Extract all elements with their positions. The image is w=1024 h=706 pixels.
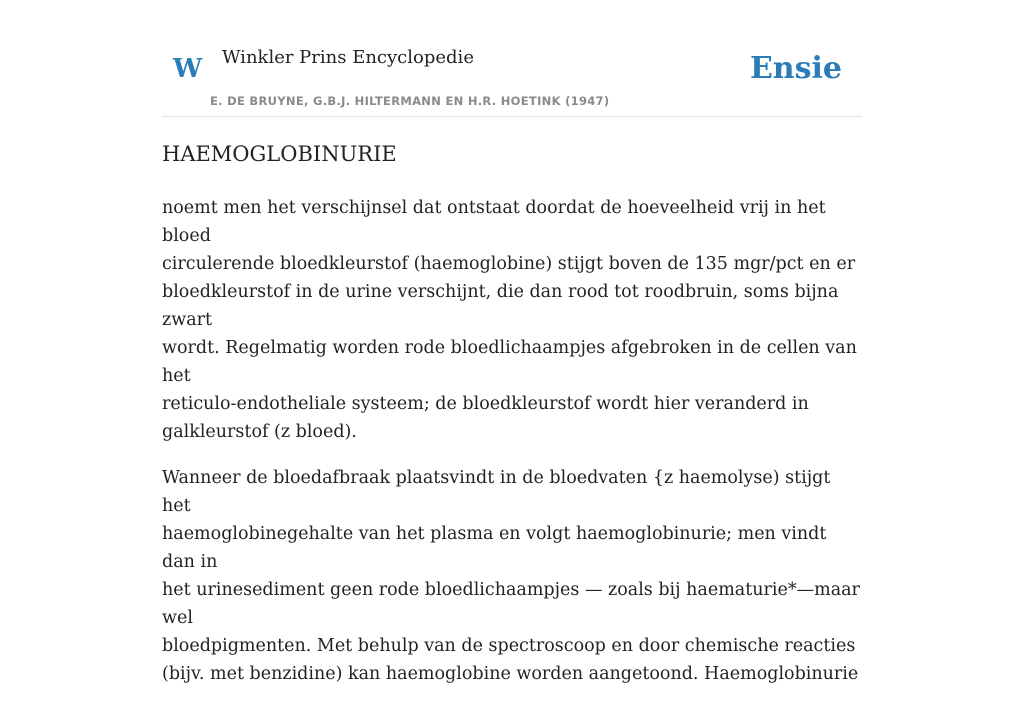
publication-header: [162, 0, 862, 117]
article-paragraph-2: Wanneer de bloedafbraak plaatsvindt in de bloedvaten {z haemolyse) stijgt het haemoglobinegehalte van het plasma en volgt haemoglobinurie; men vindt dan in het urinesediment geen rode bloedlichaampjes — zoals bij haematurie*—maar wel bloedpigmenten. Met behulp van de spectroscoop en door chemische reacties (bijv. met benzidine) kan haemoglobine worden aangetoond. Haemoglobinurie: [162, 468, 860, 684]
article-title: HAEMOGLOBINURIE: [162, 142, 397, 166]
article: [162, 138, 862, 706]
article-paragraph-1: noemt men het verschijnsel dat ontstaat doordat de hoeveelheid vrij in het bloed circulerende bloedkleurstof (haemoglobine) stijgt boven de 135 mgr/pct en er bloedkleurstof in de urine verschijnt, die dan rood tot roodbruin, soms bijna zwart wordt. Regelmatig worden rode bloedlichaampjes afgebroken in de cellen van het reticulo-endotheliale systeem; de bloedkleurstof wordt hier veranderd in galkleurstof (z bloed).: [162, 198, 857, 442]
publication-logo[interactable]: W: [173, 54, 203, 84]
ensie-logo[interactable]: Ensie: [749, 51, 842, 86]
publication-title[interactable]: Winkler Prins Encyclopedie: [222, 47, 474, 68]
publication-authors: E. DE BRUYNE, G.B.J. HILTERMANN EN H.R. HOETINK (1947): [210, 94, 610, 108]
